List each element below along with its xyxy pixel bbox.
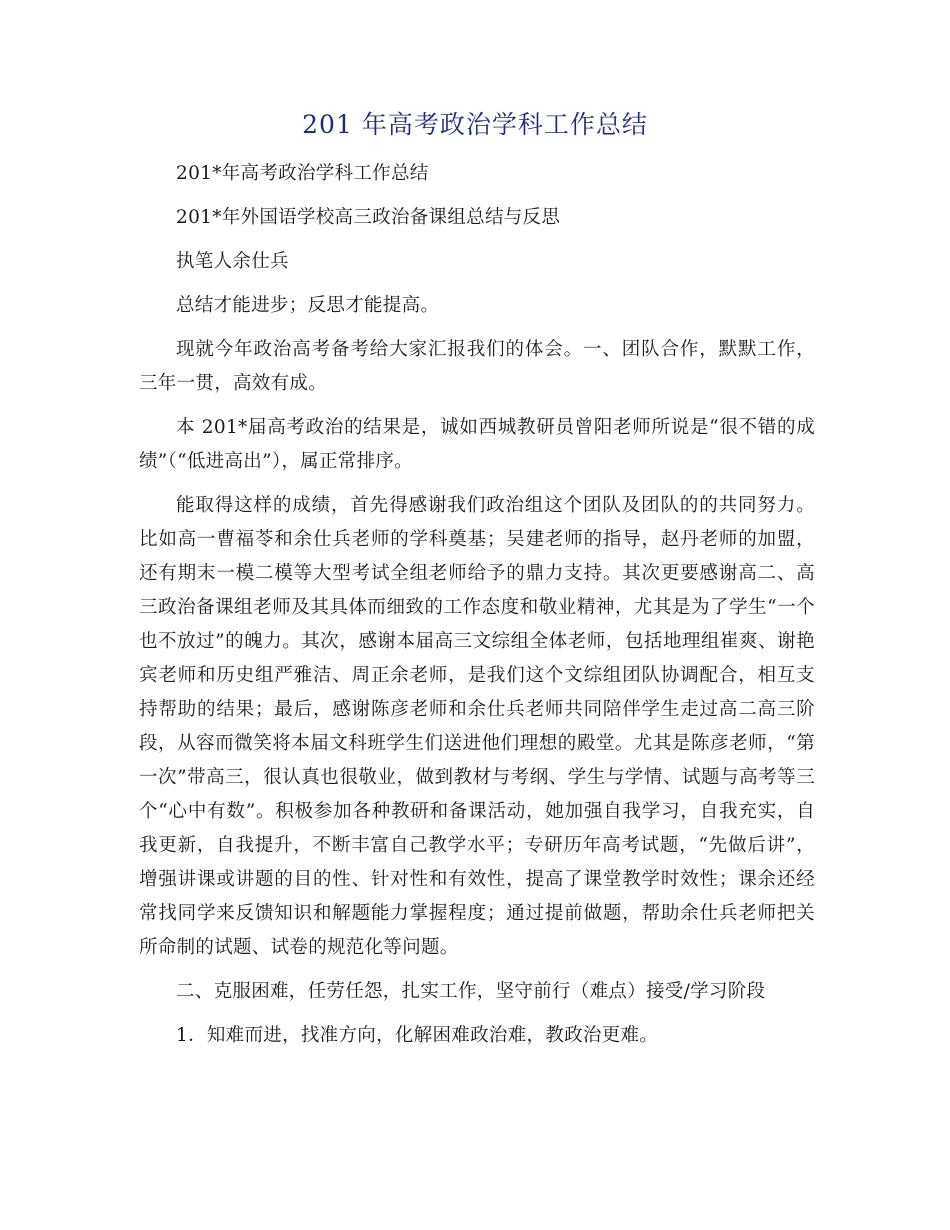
paragraph-report-title: 201*年外国语学校高三政治备课组总结与反思 — [176, 207, 561, 228]
paragraph-intro: 现就今年政治高考备考给大家汇报我们的体会。一、团队合作，默默工作，三年一贯，高效有成。 — [139, 339, 815, 394]
paragraph-item-one: 1．知难而进，找准方向，化解困难政治难，教政治更难。 — [176, 1025, 659, 1046]
paragraph-section-two: 二、克服困难，任劳任怨，扎实工作，坚守前行（难点）接受/学习阶段 — [176, 981, 766, 1002]
document-body — [139, 157, 815, 1063]
paragraph-result: 本 201*届高考政治的结果是，诚如西城教研员曾阳老师所说是“很不错的成绩”（“低进高出”），属正常排序。 — [139, 417, 815, 472]
paragraph-subtitle: 201*年高考政治学科工作总结 — [176, 163, 429, 184]
paragraph-thanks: 能取得这样的成绩，首先得感谢我们政治组这个团队及团队的的共同努力。比如高一曹福苓和余仕兵老师的学科奠基；吴建老师的指导，赵丹老师的加盟，还有期末一模二模等大型考试全组老师给予的鼎力支持。其次更要感谢高二、高三政治备课组老师及其具体而细致的工作态度和敬业精神，尤其是为了学生“一个也不放过”的魄力。其次，感谢本届高三文综组全体老师，包括地理组崔爽、谢艳宾老师和历史组严雅洁、周正余老师，是我们这个文综组团队协调配合，相互支持帮助的结果；最后，感谢陈彦老师和余仕兵老师共同陪伴学生走过高二高三阶段，从容而微笑将本届文科班学生们送进他们理想的殿堂。尤其是陈彦老师，“第一次”带高三，很认真也很敬业，做到教材与考纲、学生与学情、试题与高考等三个“心中有数”。积极参加各种教研和备课活动，她加强自我学习，自我充实，自我更新，自我提升，不断丰富自己教学水平；专研历年高考试题，“先做后讲”，增强讲课或讲题的目的性、针对性和有效性，提高了课堂教学时效性；课余还经常找同学来反馈知识和解题能力掌握程度；通过提前做题，帮助余仕兵老师把关所命制的试题、试卷的规范化等问题。 — [139, 495, 815, 958]
paragraph-motto: 总结才能进步；反思才能提高。 — [176, 295, 440, 316]
document-title: 201 年高考政治学科工作总结 — [302, 110, 648, 139]
paragraph-author: 执笔人余仕兵 — [176, 251, 289, 272]
